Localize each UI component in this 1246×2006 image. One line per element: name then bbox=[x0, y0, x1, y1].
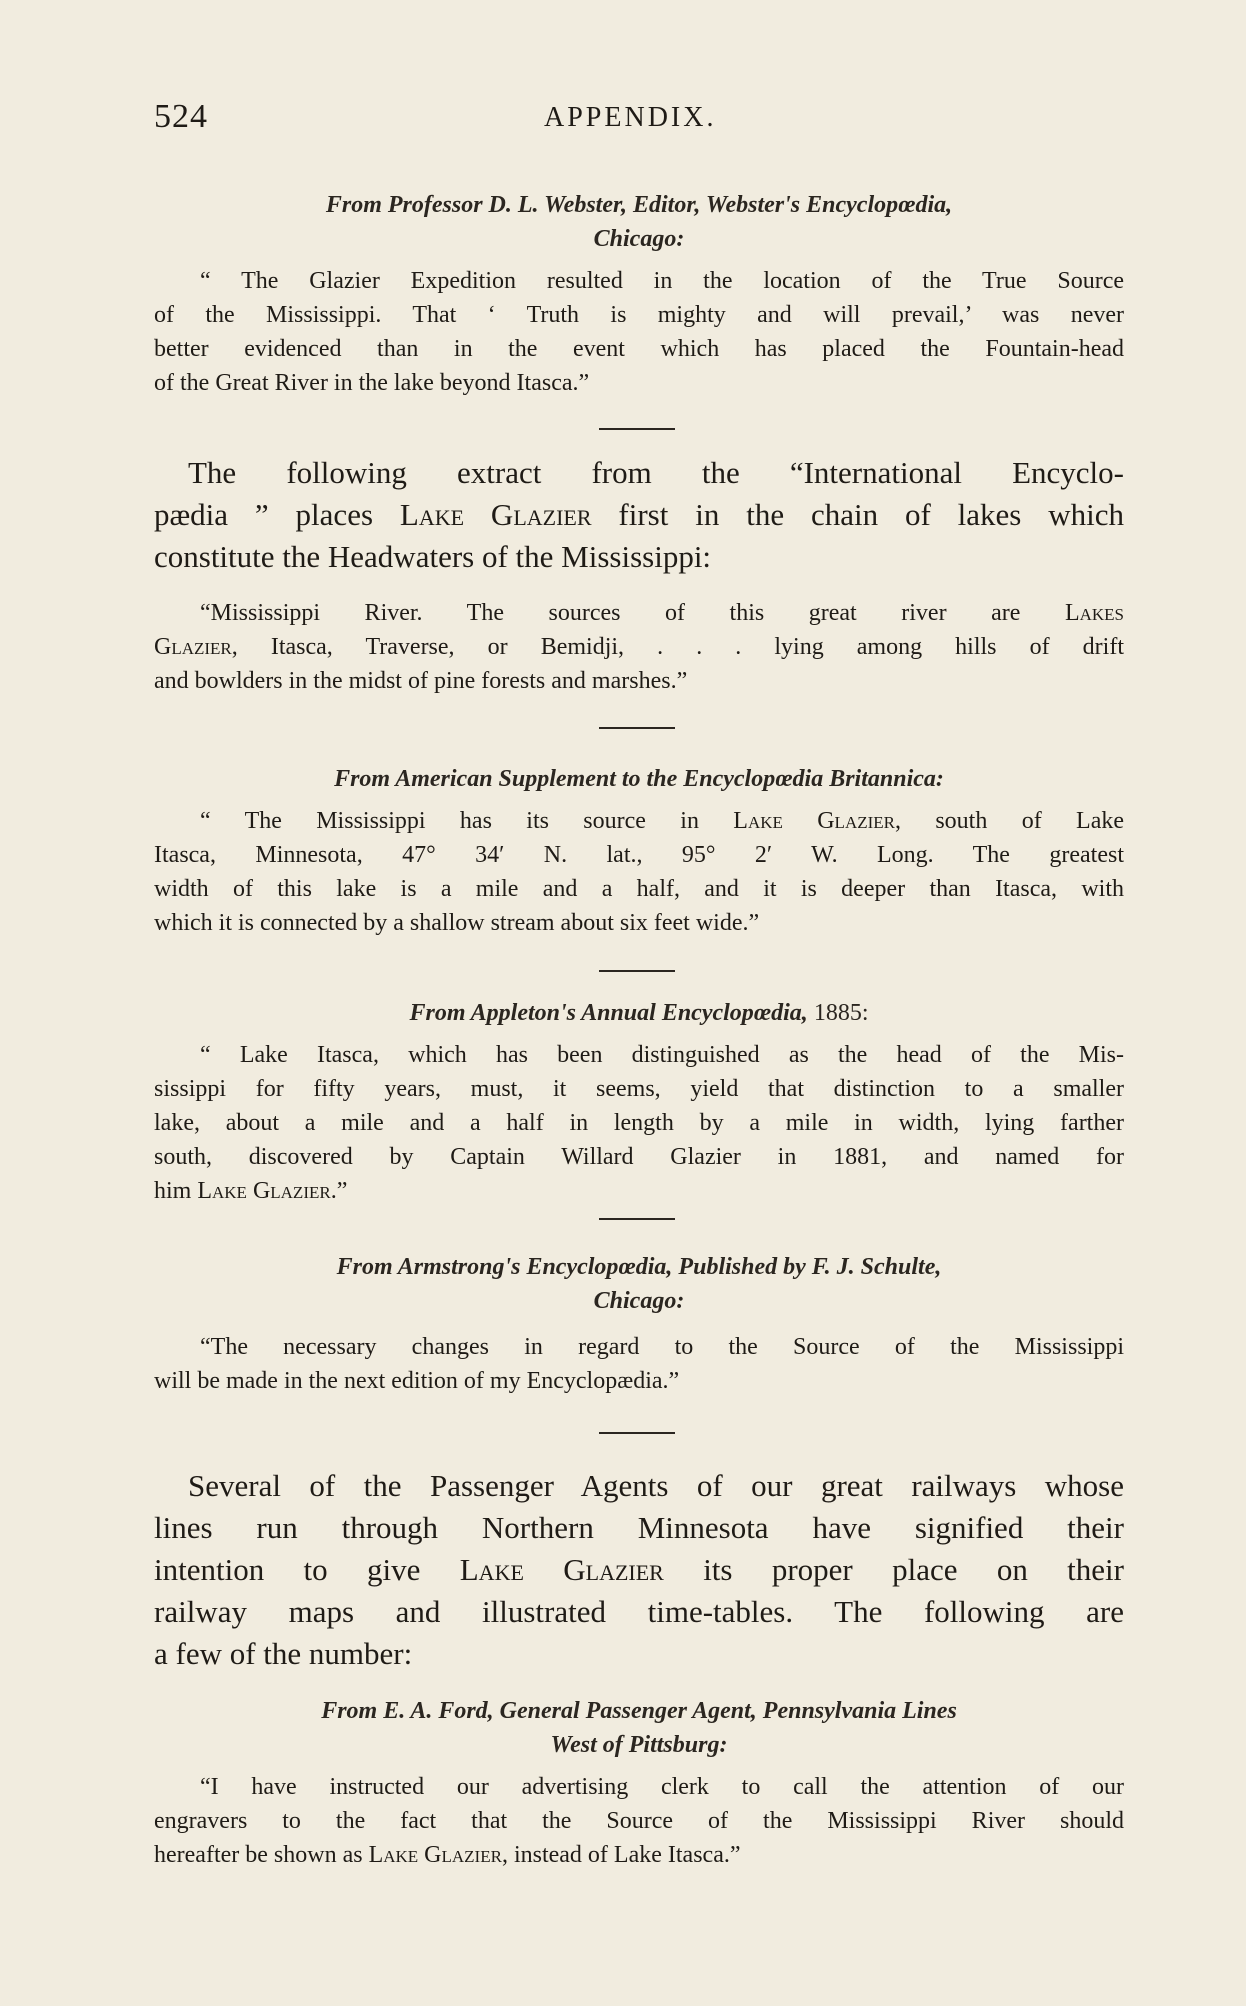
source-appleton-line1 bbox=[154, 996, 1124, 1030]
paragraph-line: a few of the number: bbox=[154, 1636, 413, 1671]
source-armstrong-line1: From Armstrong's Encyclopœdia, Published by F. J. Schulte, bbox=[336, 1254, 942, 1280]
quote-line: Glazier, Itasca, Traverse, or Bemidji, . . . lying among hills of drift bbox=[154, 634, 1124, 660]
paragraph-international-intro bbox=[154, 452, 1124, 578]
paragraph-line: railway maps and illustrated time-tables. The following are bbox=[154, 1594, 1124, 1629]
section-divider bbox=[599, 428, 675, 430]
quote-line: sissippi for fifty years, must, it seems, yield that distinction to a smaller bbox=[154, 1076, 1124, 1102]
source-armstrong bbox=[154, 1250, 1124, 1318]
source-britannica-line1: From American Supplement to the Encyclopœdia Britannica: bbox=[334, 766, 944, 792]
quote-appleton bbox=[154, 1038, 1124, 1208]
source-webster bbox=[154, 188, 1124, 256]
source-appleton-title: From Appleton's Annual Encyclopœdia, bbox=[409, 1000, 808, 1026]
paragraph-line: pædia ” places Lake Glazier first in the chain of lakes which bbox=[154, 497, 1124, 532]
page-number: 524 bbox=[154, 98, 208, 135]
quote-line: width of this lake is a mile and a half, and it is deeper than Itasca, with bbox=[154, 876, 1124, 902]
quote-britannica bbox=[154, 804, 1124, 940]
quote-line: of the Great River in the lake beyond Itasca.” bbox=[154, 370, 590, 396]
section-divider bbox=[599, 1218, 675, 1220]
source-ford bbox=[154, 1694, 1124, 1762]
section-divider bbox=[599, 970, 675, 972]
running-head bbox=[154, 98, 1094, 146]
paragraph-line: constitute the Headwaters of the Mississippi: bbox=[154, 539, 712, 574]
quote-line: better evidenced than in the event which has placed the Fountain-head bbox=[154, 336, 1124, 362]
paragraph-railways-intro bbox=[154, 1465, 1124, 1675]
source-appleton-year: 1885: bbox=[813, 1000, 869, 1026]
paragraph-line: lines run through Northern Minnesota have signified their bbox=[154, 1510, 1124, 1545]
quote-line: hereafter be shown as Lake Glazier, instead of Lake Itasca.” bbox=[154, 1842, 741, 1868]
quote-line: him Lake Glazier.” bbox=[154, 1178, 348, 1204]
quote-line: “Mississippi River. The sources of this great river are Lakes bbox=[200, 600, 1124, 626]
quote-line: which it is connected by a shallow stream about six feet wide.” bbox=[154, 910, 760, 936]
source-ford-line2: West of Pittsburg: bbox=[550, 1732, 728, 1758]
paragraph-line: intention to give Lake Glazier its proper place on their bbox=[154, 1552, 1124, 1587]
source-britannica bbox=[154, 762, 1124, 796]
paragraph-line: The following extract from the “International Encyclo- bbox=[188, 455, 1124, 490]
quote-ford bbox=[154, 1770, 1124, 1872]
quote-line: “ The Mississippi has its source in Lake Glazier, south of Lake bbox=[200, 808, 1124, 834]
source-armstrong-line2: Chicago: bbox=[593, 1288, 685, 1314]
source-webster-line2: Chicago: bbox=[593, 226, 685, 252]
quote-line: “ Lake Itasca, which has been distinguished as the head of the Mis- bbox=[200, 1042, 1124, 1068]
paragraph-line: Several of the Passenger Agents of our great railways whose bbox=[188, 1468, 1124, 1503]
quote-line: and bowlders in the midst of pine forests and marshes.” bbox=[154, 668, 688, 694]
quote-armstrong bbox=[154, 1330, 1124, 1398]
section-divider bbox=[599, 727, 675, 729]
quote-line: “I have instructed our advertising clerk to call the attention of our bbox=[200, 1774, 1124, 1800]
section-divider bbox=[599, 1432, 675, 1434]
quote-line: “ The Glazier Expedition resulted in the location of the True Source bbox=[200, 268, 1124, 294]
quote-line: Itasca, Minnesota, 47° 34′ N. lat., 95° 2′ W. Long. The greatest bbox=[154, 842, 1124, 868]
source-webster-line1: From Professor D. L. Webster, Editor, Webster's Encyclopœdia, bbox=[325, 192, 953, 218]
quote-line: will be made in the next edition of my Encyclopædia.” bbox=[154, 1368, 680, 1394]
quote-international bbox=[154, 596, 1124, 698]
quote-line: lake, about a mile and a half in length by a mile in width, lying farther bbox=[154, 1110, 1124, 1136]
source-ford-line1: From E. A. Ford, General Passenger Agent, Pennsylvania Lines bbox=[321, 1698, 957, 1724]
quote-webster bbox=[154, 264, 1124, 400]
quote-line: south, discovered by Captain Willard Glazier in 1881, and named for bbox=[154, 1144, 1124, 1170]
quote-line: of the Mississippi. That ‘ Truth is mighty and will prevail,’ was never bbox=[154, 302, 1124, 328]
quote-line: “The necessary changes in regard to the Source of the Mississippi bbox=[200, 1334, 1124, 1360]
source-appleton bbox=[154, 996, 1124, 1030]
running-title: APPENDIX. bbox=[544, 102, 717, 133]
quote-line: engravers to the fact that the Source of the Mississippi River should bbox=[154, 1808, 1124, 1834]
